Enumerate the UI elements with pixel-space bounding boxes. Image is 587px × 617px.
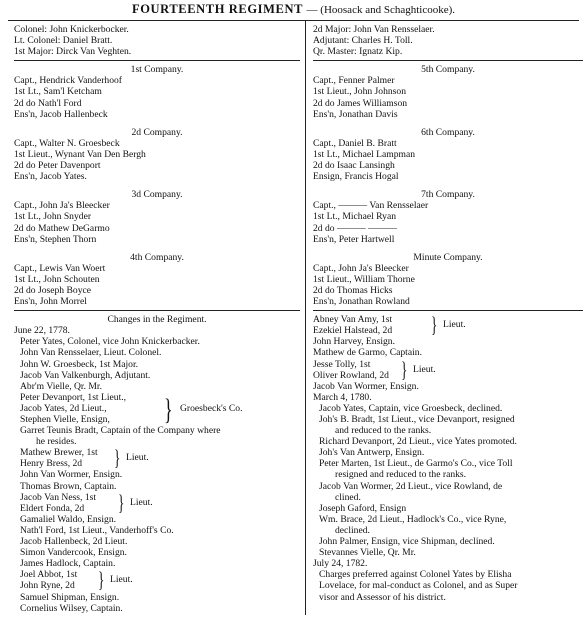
company-line: 1st Lt., John Snyder xyxy=(14,211,92,223)
change-line: Jacob Yates, 2d Lieut., xyxy=(20,402,107,414)
officer-line: Adjutant: Charles H. Toll. xyxy=(313,35,413,47)
company-line: Ens'n, Jonathan Davis xyxy=(313,108,398,120)
company-line: Ens'n, Jonathan Rowland xyxy=(313,296,410,308)
company-heading: 5th Company. xyxy=(421,64,475,76)
brace-label: Groesbeck's Co. xyxy=(180,402,243,414)
company-line: Capt., ——— Van Rensselaer xyxy=(313,200,429,212)
brace-group xyxy=(313,356,583,382)
company-line: Capt., Daniel B. Bratt xyxy=(313,137,397,149)
top-rule xyxy=(8,20,579,21)
left-column xyxy=(14,24,300,614)
change-line: he resides. xyxy=(36,436,77,448)
change-line: Jacob Yates, Captain, vice Groesbeck, declined. xyxy=(319,402,503,414)
change-line: Cornelius Wilsey, Captain. xyxy=(20,602,123,614)
change-line: Abr'm Vielle, Qr. Mr. xyxy=(20,380,102,392)
company-line: Ens'n, Jacob Hallenbeck xyxy=(14,108,108,120)
company-line: 1st Lt., Michael Ryan xyxy=(313,211,397,223)
change-line: James Hadlock, Captain. xyxy=(20,558,116,570)
company-line: 2d do Isaac Lansingh xyxy=(313,160,395,172)
change-line: Joel Abbot, 1st xyxy=(20,569,78,581)
change-line: John Harvey, Ensign. xyxy=(313,336,395,348)
change-line: Simon Vandercook, Ensign. xyxy=(20,547,127,559)
brace-group xyxy=(14,569,300,591)
company-line: Ens'n, John Morrel xyxy=(14,296,87,308)
regiment-subtitle: — (Hoosack and Schaghticooke). xyxy=(306,4,456,16)
company-line: Ens'n, Stephen Thorn xyxy=(14,233,97,245)
change-line: Stephen Vielle, Ensign, xyxy=(20,414,110,425)
change-line: Joseph Gaford, Ensign xyxy=(319,502,407,514)
company-line: Capt., John Ja's Bleecker xyxy=(14,200,110,212)
section-rule xyxy=(313,60,583,61)
change-line: Mathew de Garmo, Captain. xyxy=(313,347,422,359)
change-line: John Van Rensselaer, Lieut. Colonel. xyxy=(20,347,162,359)
change-line: clined. xyxy=(335,491,361,503)
section-rule xyxy=(14,60,300,61)
change-line: June 22, 1778. xyxy=(14,325,70,337)
company-heading: 6th Company. xyxy=(421,126,475,138)
change-line: Wm. Brace, 2d Lieut., Hadlock's Co., vice Ryne, xyxy=(319,513,507,525)
change-line: Abney Van Amy, 1st xyxy=(313,314,393,326)
change-line: Samuel Shipman, Ensign. xyxy=(20,591,120,603)
brace-icon: } xyxy=(401,356,408,382)
brace-label: Lieut. xyxy=(130,496,153,508)
company-line: Capt., Hendrick Vanderhoof xyxy=(14,75,122,87)
brace-group xyxy=(14,489,300,515)
company-line: Capt., Walter N. Groesbeck xyxy=(14,137,120,149)
company-line: 2d do Thomas Hicks xyxy=(313,284,393,296)
change-line: March 4, 1780. xyxy=(313,391,372,403)
brace-group xyxy=(14,392,300,425)
brace-label: Lieut. xyxy=(126,452,149,464)
change-line: Oliver Rowland, 2d xyxy=(313,369,389,381)
brace-icon: } xyxy=(164,392,173,426)
change-line: Eldert Fonda, 2d xyxy=(20,502,85,514)
brace-label: Lieut. xyxy=(110,574,133,586)
officer-line: Qr. Master: Ignatz Kip. xyxy=(313,46,403,58)
right-column xyxy=(313,24,583,603)
officer-line: 2d Major: John Van Rensselaer. xyxy=(313,24,435,35)
company-heading: 1st Company. xyxy=(130,64,184,76)
brace-label: Lieut. xyxy=(413,363,436,375)
company-line: 1st Lieut., John Johnson xyxy=(313,86,407,98)
change-line: declined. xyxy=(335,524,370,536)
change-line: Jacob Van Wormer, Ensign. xyxy=(313,380,419,392)
brace-group xyxy=(14,447,300,469)
company-heading: 3d Company. xyxy=(131,189,183,201)
changes-heading: Changes in the Regiment. xyxy=(107,314,207,326)
change-line: resigned and reduced to the ranks. xyxy=(335,469,467,481)
change-line: Joh's B. Bradt, 1st Lieut., vice Devanport, resigned xyxy=(319,414,515,425)
change-line: John Palmer, Ensign, vice Shipman, declined. xyxy=(319,536,495,548)
officer-line: Colonel: John Knickerbocker. xyxy=(14,24,129,35)
brace-icon: } xyxy=(118,489,125,515)
company-line: 1st Lieut., Wynant Van Den Bergh xyxy=(14,148,146,160)
officer-line: 1st Major: Dirck Van Veghten. xyxy=(14,46,132,58)
company-heading: 7th Company. xyxy=(421,189,475,201)
change-line: Henry Bress, 2d xyxy=(20,458,83,470)
company-line: 1st Lt., John Schouten xyxy=(14,273,100,285)
change-line: Peter Devanport, 1st Lieut., xyxy=(20,391,127,403)
company-line: 2d do Mathew DeGarmo xyxy=(14,222,110,234)
change-line: John Ryne, 2d xyxy=(20,580,75,592)
change-line: Garret Teunis Bradt, Captain of the Company where xyxy=(20,425,221,437)
change-line: John Van Wormer, Ensign. xyxy=(20,469,123,481)
company-line: 1st Lt., Michael Lampman xyxy=(313,148,416,160)
brace-icon: } xyxy=(431,312,438,338)
brace-icon: } xyxy=(114,445,121,471)
change-line: visor and Assessor of his district. xyxy=(319,591,446,603)
change-line: Jesse Tolly, 1st xyxy=(313,358,371,370)
change-line: Jacob Van Ness, 1st xyxy=(20,491,97,503)
change-line: Gamaliel Waldo, Ensign. xyxy=(20,513,117,525)
change-line: Stevannes Vielle, Qr. Mr. xyxy=(319,547,416,559)
company-line: 2d do Joseph Boyce xyxy=(14,284,92,296)
brace-group xyxy=(313,314,583,336)
change-line: Jacob Van Valkenburgh, Adjutant. xyxy=(20,369,151,381)
company-line: Ensign, Francis Hogal xyxy=(313,171,399,183)
page-title xyxy=(0,2,587,17)
change-line: Charges preferred against Colonel Yates by Elisha xyxy=(319,569,512,581)
change-line: Mathew Brewer, 1st xyxy=(20,447,98,459)
company-line: 1st Lt., Sam'l Ketcham xyxy=(14,86,102,98)
section-rule xyxy=(14,310,300,311)
section-rule xyxy=(313,310,583,311)
company-line: 2d do James Williamson xyxy=(313,97,408,109)
company-line: Ens'n, Peter Hartwell xyxy=(313,233,395,245)
company-line: 1st Lieut., William Thorne xyxy=(313,273,415,285)
change-line: Lovelace, for mal-conduct as Colonel, and as Super xyxy=(319,580,518,592)
company-line: 2d do Peter Davenport xyxy=(14,160,101,172)
company-line: 2d do ——— ——— xyxy=(313,222,397,234)
company-line: 2d do Nath'l Ford xyxy=(14,97,82,109)
company-heading: 4th Company. xyxy=(130,251,184,263)
change-line: Joh's Van Antwerp, Ensign. xyxy=(319,447,425,459)
change-line: Thomas Brown, Captain. xyxy=(20,480,117,492)
change-line: and reduced to the ranks. xyxy=(335,425,432,437)
company-line: Ens'n, Jacob Yates. xyxy=(14,171,87,183)
officer-line: Lt. Colonel: Daniel Bratt. xyxy=(14,35,113,47)
regiment-title: FOURTEENTH REGIMENT xyxy=(131,2,303,16)
change-line: Jacob Hallenbeck, 2d Lieut. xyxy=(20,536,128,548)
company-line: Capt., John Ja's Bleecker xyxy=(313,262,409,274)
brace-icon: } xyxy=(98,567,105,593)
brace-label: Lieut. xyxy=(443,319,466,331)
column-divider xyxy=(305,20,306,615)
change-line: Richard Devanport, 2d Lieut., vice Yates promoted. xyxy=(319,436,517,448)
company-line: Capt., Lewis Van Woert xyxy=(14,262,106,274)
change-line: Ezekiel Halstead, 2d xyxy=(313,325,393,337)
change-line: July 24, 1782. xyxy=(313,558,368,570)
company-heading: Minute Company. xyxy=(413,251,483,263)
change-line: John W. Groesbeck, 1st Major. xyxy=(20,358,139,370)
company-heading: 2d Company. xyxy=(131,126,183,138)
change-line: Jacob Van Wormer, 2d Lieut., vice Rowland, de xyxy=(319,480,503,492)
change-line: Nath'l Ford, 1st Lieut., Vanderhoff's Co. xyxy=(20,524,174,536)
change-line: Peter Marten, 1st Lieut., de Garmo's Co., vice Toll xyxy=(319,458,513,470)
change-line: Peter Yates, Colonel, vice John Knickerbacker. xyxy=(20,336,200,348)
company-line: Capt., Fenner Palmer xyxy=(313,75,395,87)
